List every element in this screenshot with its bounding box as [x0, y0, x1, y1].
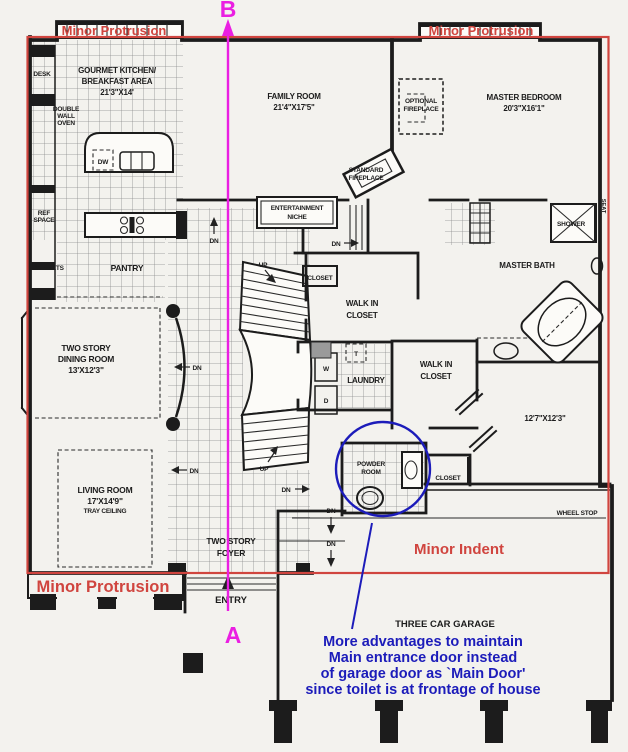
dn-label: DN — [326, 508, 336, 515]
stairs-closet-label: CLOSET — [307, 275, 333, 282]
porch-pillar — [154, 594, 182, 610]
section-label-b: B — [219, 0, 237, 22]
note-leader-line — [352, 523, 372, 629]
foyer-label: FOYER — [216, 548, 246, 558]
garage-pillar — [375, 700, 403, 743]
cabinet-block — [30, 288, 55, 300]
blue-note-line: Main entrance door instead — [328, 650, 518, 666]
living-room-dim: 17'X14'9" — [87, 496, 123, 506]
foyer-wall-block — [296, 563, 310, 573]
entry-label: ENTRY — [215, 595, 247, 606]
foyer-label: TWO STORY — [206, 536, 256, 546]
cabinet-block — [30, 185, 55, 193]
walk-in-closet-label: CLOSET — [346, 311, 378, 320]
dn-arrow-down — [327, 525, 335, 534]
tray-ceiling-label: TRAY CEILING — [83, 508, 127, 515]
family-room-dim: 21'4"X17'5" — [273, 103, 315, 112]
garage-pillar — [586, 700, 612, 743]
chase-block — [311, 342, 331, 358]
dn-label: DN — [192, 365, 202, 372]
three-car-garage-label: THREE CAR GARAGE — [395, 619, 495, 630]
up-label: UP — [258, 262, 268, 269]
walk-in-closet2-label: CLOSET — [420, 372, 452, 381]
staircase — [240, 262, 311, 470]
master-bedroom-label: MASTER BEDROOM — [486, 93, 562, 102]
blue-note-line: More advantages to maintain — [323, 634, 523, 650]
powder-room-label: ROOM — [361, 469, 381, 476]
blue-note-line: of garage door as `Main Door' — [320, 666, 526, 682]
minor-protrusion-top-left: Minor Protrusion — [61, 23, 167, 38]
bedroom2-dim: 12'7"X12'3" — [524, 414, 566, 423]
entertainment-niche-label: NICHE — [287, 214, 307, 221]
pantry-label: PANTRY — [110, 263, 144, 273]
entertainment-niche-label: ENTERTAINMENT — [270, 205, 324, 212]
garage-pillar — [269, 700, 297, 743]
ref-space-label: SPACE — [33, 217, 55, 224]
optional-fireplace-label: FIREPLACE — [403, 106, 439, 113]
dining-label: TWO STORY — [61, 343, 111, 353]
kitchen-appliance-block — [176, 211, 187, 239]
ref-space-label: REF — [37, 210, 51, 217]
living-room-label: LIVING ROOM — [77, 485, 133, 495]
driveway-pillar — [183, 653, 203, 673]
dining-label: DINING ROOM — [57, 354, 115, 364]
cabinet-block — [30, 94, 55, 106]
foyer-wall-block — [168, 563, 186, 573]
shower-label: SHOWER — [556, 221, 586, 228]
dining-dim: 13'X12'3" — [68, 365, 104, 375]
bedroom2-angled-doors — [456, 390, 496, 482]
master-bedroom-dim: 20'3"X16'1" — [503, 104, 545, 113]
tub-label: T — [354, 351, 358, 358]
master-bath-fixtures — [470, 203, 606, 366]
dn-arrow-down — [327, 558, 335, 567]
dishwasher-label: DW — [97, 159, 109, 166]
dn-label: DN — [281, 487, 291, 494]
dn-label: DN — [209, 238, 219, 245]
cooktop-center — [130, 217, 135, 233]
dining-column — [166, 304, 180, 318]
porch-pillar — [30, 594, 56, 610]
kitchen-label: GOURMET KITCHEN/ — [78, 66, 156, 75]
dn-label: DN — [331, 241, 341, 248]
family-room-label: FAMILY ROOM — [267, 92, 321, 101]
dn-label: DN — [189, 468, 199, 475]
garden-tub — [518, 278, 606, 366]
wheel-stop-label: WHEEL STOP — [556, 510, 598, 517]
walk-in-closet2-label: WALK IN — [419, 360, 453, 369]
oven-label: OVEN — [57, 120, 75, 127]
oven-label: WALL — [57, 113, 75, 120]
up-label: UP — [259, 466, 269, 473]
entertainment-niche-box — [257, 197, 337, 228]
dryer-label: D — [323, 398, 329, 405]
porch-pillar — [98, 598, 116, 609]
seat-label: SEAT — [600, 198, 606, 214]
garage-pillar — [480, 700, 508, 743]
minor-protrusion-bottom-left: Minor Protrusion — [36, 578, 170, 596]
hall-closet-label: CLOSET — [435, 475, 461, 482]
kitchen-dim: 21'3"X14' — [100, 88, 134, 97]
minor-protrusion-top-right: Minor Protrusion — [428, 23, 534, 38]
dn-arrow-right — [351, 239, 359, 247]
cabinets-label: CABINETS — [32, 265, 64, 272]
stair-upper-flight — [240, 262, 310, 340]
minor-indent-label: Minor Indent — [414, 541, 504, 558]
blue-note-line: since toilet is at frontage of house — [305, 682, 541, 698]
powder-room-label: POWDER — [356, 461, 386, 468]
standard-fireplace-label: STANDARD — [348, 167, 384, 174]
laundry-label: LAUNDRY — [347, 376, 385, 385]
cabinet-block — [30, 45, 55, 57]
garage-door-pillars — [269, 700, 612, 743]
standard-fireplace-label: FIREPLACE — [348, 175, 384, 182]
washer-label: W — [323, 366, 329, 373]
dn-label: DN — [326, 541, 336, 548]
vanity-sink — [494, 343, 518, 359]
oven-label: DOUBLE — [52, 106, 80, 113]
optional-fireplace-label: OPTIONAL — [405, 98, 437, 105]
walk-in-closet-label: WALK IN — [345, 299, 379, 308]
dining-column — [166, 417, 180, 431]
section-label-a: A — [224, 622, 242, 648]
kitchen-label: BREAKFAST AREA — [81, 77, 153, 86]
desk-label: DESK — [33, 71, 51, 78]
master-bath-label: MASTER BATH — [499, 261, 555, 270]
